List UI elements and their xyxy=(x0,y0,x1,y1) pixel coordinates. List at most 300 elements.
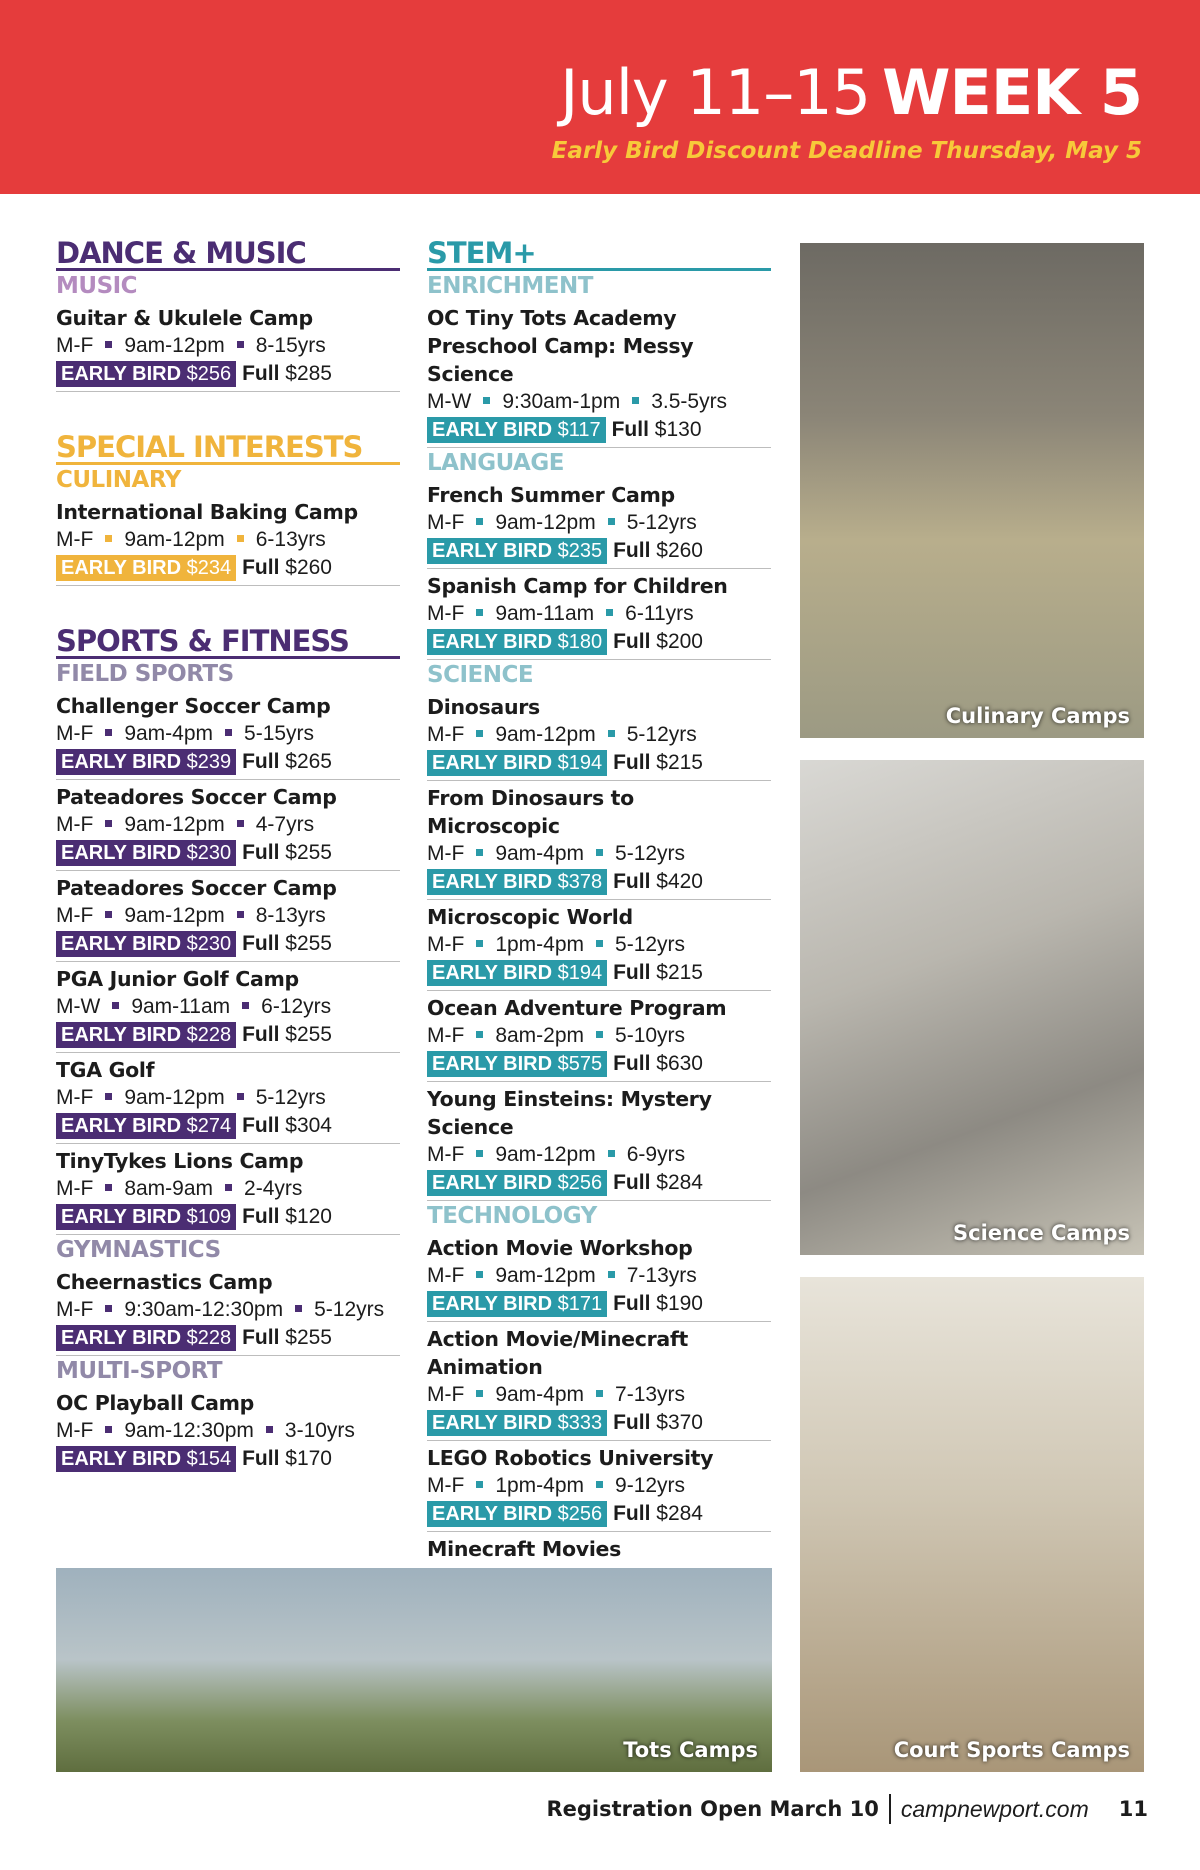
early-bird-badge xyxy=(56,1446,236,1472)
early-bird-price: $230 xyxy=(186,842,232,864)
camp-name: TinyTykes Lions Camp xyxy=(56,1149,304,1173)
bullet-square-icon xyxy=(105,820,112,827)
subcategory-music: MUSIC xyxy=(56,273,138,299)
bullet-square-icon xyxy=(596,940,603,947)
full-price xyxy=(613,1411,703,1434)
camp-schedule xyxy=(56,1296,400,1324)
camp-schedule xyxy=(56,720,400,748)
page-footer xyxy=(546,1794,1148,1824)
bullet-square-icon xyxy=(596,1390,603,1397)
subcategory-science: SCIENCE xyxy=(427,662,534,688)
early-bird-price: $256 xyxy=(557,1503,603,1525)
bullet-square-icon xyxy=(596,1481,603,1488)
camp-name: Challenger Soccer Camp xyxy=(56,694,331,718)
camp-schedule xyxy=(56,811,400,839)
full-price-value: $255 xyxy=(285,932,332,955)
middle-column xyxy=(427,238,771,1662)
camp-name: TGA Golf xyxy=(56,1058,155,1082)
photo-caption: Court Sports Camps xyxy=(893,1738,1130,1762)
camp-name: Minecraft Movies xyxy=(427,1537,622,1561)
bullet-square-icon xyxy=(483,397,490,404)
camp-days: M-F xyxy=(56,528,94,551)
camp-ages: 7-13yrs xyxy=(615,1383,686,1406)
camp-price xyxy=(427,1169,771,1197)
camp-name: PGA Junior Golf Camp xyxy=(56,967,299,991)
camp-schedule xyxy=(56,1084,400,1112)
page-header xyxy=(0,0,1200,194)
bullet-square-icon xyxy=(237,535,244,542)
bullet-square-icon xyxy=(242,1002,249,1009)
camp-schedule xyxy=(427,509,771,537)
camp-time: 9am-12:30pm xyxy=(124,1419,254,1442)
camp-price xyxy=(427,749,771,777)
full-label: Full xyxy=(242,1023,280,1046)
camp-price xyxy=(427,628,771,656)
camp-entry xyxy=(427,478,771,569)
camp-schedule xyxy=(56,332,400,360)
bullet-square-icon xyxy=(105,1305,112,1312)
camp-ages: 5-10yrs xyxy=(615,1024,686,1047)
camp-price xyxy=(56,554,400,582)
full-label: Full xyxy=(242,750,280,773)
camp-schedule xyxy=(56,1417,400,1445)
camp-days: M-F xyxy=(427,723,465,746)
bullet-square-icon xyxy=(237,341,244,348)
early-bird-badge xyxy=(427,869,607,895)
early-bird-price: $256 xyxy=(186,363,232,385)
camp-schedule xyxy=(56,902,400,930)
bullet-square-icon xyxy=(476,730,483,737)
early-bird-badge xyxy=(427,417,606,443)
early-bird-label: EARLY BIRD xyxy=(432,1053,553,1075)
camp-entry xyxy=(56,301,400,392)
camp-time: 9:30am-12:30pm xyxy=(124,1298,284,1321)
full-price-value: $420 xyxy=(656,870,703,893)
bullet-square-icon xyxy=(606,609,613,616)
subcategory-enrichment: ENRICHMENT xyxy=(427,273,593,299)
bullet-square-icon xyxy=(225,729,232,736)
camp-schedule xyxy=(427,600,771,628)
camp-entry xyxy=(427,690,771,781)
early-bird-badge xyxy=(56,840,236,866)
camp-time: 9am-12pm xyxy=(495,1264,596,1287)
full-price xyxy=(242,1205,332,1228)
bullet-square-icon xyxy=(476,1150,483,1157)
camp-days: M-F xyxy=(427,1474,465,1497)
camp-name: Ocean Adventure Program xyxy=(427,996,727,1020)
camp-time: 9am-4pm xyxy=(495,1383,585,1406)
camp-name: Cheernastics Camp xyxy=(56,1270,273,1294)
bullet-square-icon xyxy=(476,518,483,525)
bullet-square-icon xyxy=(295,1305,302,1312)
full-price xyxy=(242,841,332,864)
early-bird-badge xyxy=(427,538,607,564)
camp-time: 9am-11am xyxy=(131,995,231,1018)
bullet-square-icon xyxy=(476,1481,483,1488)
camp-price xyxy=(56,1445,400,1473)
camp-time: 9am-12pm xyxy=(495,511,596,534)
camp-price xyxy=(427,1050,771,1078)
camp-name: Dinosaurs xyxy=(427,695,540,719)
camp-days: M-F xyxy=(427,1383,465,1406)
camp-name: International Baking Camp xyxy=(56,500,358,524)
camp-entry xyxy=(56,962,400,1053)
camp-entry xyxy=(56,780,400,871)
camp-schedule xyxy=(427,388,771,416)
full-price xyxy=(242,362,332,385)
camp-time: 9am-11am xyxy=(495,602,595,625)
early-bird-label: EARLY BIRD xyxy=(61,1024,182,1046)
camp-price xyxy=(427,868,771,896)
camp-time: 9am-4pm xyxy=(495,842,585,865)
camp-name: From Dinosaurs to Microscopic xyxy=(427,786,634,838)
camp-schedule xyxy=(427,721,771,749)
early-bird-badge xyxy=(56,1113,236,1139)
camp-days: M-W xyxy=(427,390,472,413)
camp-ages: 3.5-5yrs xyxy=(651,390,728,413)
camp-schedule xyxy=(427,1141,771,1169)
camp-name: Pateadores Soccer Camp xyxy=(56,876,337,900)
camp-schedule xyxy=(56,993,400,1021)
full-price xyxy=(612,418,702,441)
early-bird-price: $117 xyxy=(557,419,601,441)
full-price xyxy=(613,961,703,984)
left-column xyxy=(56,238,400,1516)
full-label: Full xyxy=(613,870,651,893)
early-bird-label: EARLY BIRD xyxy=(432,540,553,562)
early-bird-label: EARLY BIRD xyxy=(61,842,182,864)
camp-ages: 5-12yrs xyxy=(626,511,697,534)
early-bird-label: EARLY BIRD xyxy=(61,557,182,579)
camp-time: 9am-12pm xyxy=(124,813,225,836)
camp-time: 9am-12pm xyxy=(124,334,225,357)
early-bird-badge xyxy=(427,750,607,776)
subcategory-multi-sport: MULTI-SPORT xyxy=(56,1358,223,1384)
early-bird-price: $180 xyxy=(557,631,603,653)
culinary-camps-photo xyxy=(800,243,1144,738)
full-label: Full xyxy=(242,556,280,579)
bullet-square-icon xyxy=(476,1031,483,1038)
camp-price xyxy=(56,1203,400,1231)
camp-name: Action Movie/Minecraft Animation xyxy=(427,1327,689,1379)
subcategory-language: LANGUAGE xyxy=(427,450,564,476)
camp-name: Pateadores Soccer Camp xyxy=(56,785,337,809)
early-bird-label: EARLY BIRD xyxy=(61,1115,182,1137)
full-price-value: $370 xyxy=(656,1411,703,1434)
early-bird-price: $575 xyxy=(557,1053,603,1075)
camp-price xyxy=(56,360,400,388)
camp-days: M-F xyxy=(427,602,465,625)
bullet-square-icon xyxy=(225,1184,232,1191)
camp-list xyxy=(427,478,771,660)
full-label: Full xyxy=(613,630,651,653)
bullet-square-icon xyxy=(237,1093,244,1100)
camp-time: 8am-9am xyxy=(124,1177,214,1200)
bullet-square-icon xyxy=(105,729,112,736)
camp-ages: 4-7yrs xyxy=(255,813,315,836)
full-label: Full xyxy=(242,1447,280,1470)
bullet-square-icon xyxy=(608,730,615,737)
week-dates: July 11–15 xyxy=(560,56,871,129)
early-bird-label: EARLY BIRD xyxy=(432,1293,553,1315)
camp-ages: 3-10yrs xyxy=(284,1419,355,1442)
camp-name: Spanish Camp for Children xyxy=(427,574,728,598)
early-bird-badge xyxy=(427,1501,607,1527)
camp-entry xyxy=(427,1322,771,1441)
camp-ages: 5-12yrs xyxy=(615,933,686,956)
full-label: Full xyxy=(242,362,280,385)
camp-ages: 6-11yrs xyxy=(625,602,694,625)
full-label: Full xyxy=(613,1171,651,1194)
early-bird-badge xyxy=(427,1410,607,1436)
subcategory-gymnastics: GYMNASTICS xyxy=(56,1237,221,1263)
section-title: SPORTS & FITNESS xyxy=(56,626,400,659)
dance-music-section xyxy=(56,238,400,392)
early-bird-price: $274 xyxy=(186,1115,232,1137)
camp-days: M-F xyxy=(56,1298,94,1321)
early-bird-badge xyxy=(56,1325,236,1351)
early-bird-badge xyxy=(427,1170,607,1196)
section-title: SPECIAL INTERESTS xyxy=(56,432,400,465)
camp-entry xyxy=(56,495,400,586)
website-link[interactable]: campnewport.com xyxy=(900,1795,1089,1822)
camp-time: 9am-12pm xyxy=(124,904,225,927)
full-price-value: $255 xyxy=(285,1023,332,1046)
full-price xyxy=(613,630,703,653)
camp-list xyxy=(427,1231,771,1622)
week-title xyxy=(560,56,1142,129)
full-label: Full xyxy=(613,1052,651,1075)
full-price-value: $170 xyxy=(285,1447,332,1470)
bullet-square-icon xyxy=(608,518,615,525)
camp-price xyxy=(56,930,400,958)
early-bird-badge xyxy=(56,1022,236,1048)
full-price-value: $260 xyxy=(656,539,703,562)
photo-caption: Culinary Camps xyxy=(945,704,1130,728)
full-price xyxy=(242,1326,332,1349)
registration-open: Registration Open March 10 xyxy=(546,1797,879,1821)
photo-caption: Science Camps xyxy=(953,1221,1130,1245)
early-bird-badge xyxy=(56,1204,236,1230)
early-bird-price: $234 xyxy=(186,557,232,579)
early-bird-badge xyxy=(56,361,236,387)
full-price xyxy=(242,1023,332,1046)
camp-ages: 2-4yrs xyxy=(244,1177,303,1200)
camp-ages: 8-15yrs xyxy=(255,334,326,357)
early-bird-label: EARLY BIRD xyxy=(61,1327,182,1349)
camp-price xyxy=(427,1290,771,1318)
camp-schedule xyxy=(427,1262,771,1290)
camp-name: French Summer Camp xyxy=(427,483,675,507)
camp-list xyxy=(56,689,400,1235)
camp-entry xyxy=(427,1231,771,1322)
full-price xyxy=(242,932,332,955)
camp-time: 1pm-4pm xyxy=(495,1474,585,1497)
camp-days: M-F xyxy=(56,1086,94,1109)
full-price xyxy=(613,1052,703,1075)
early-bird-label: EARLY BIRD xyxy=(61,751,182,773)
early-bird-label: EARLY BIRD xyxy=(61,933,182,955)
subcategory-technology: TECHNOLOGY xyxy=(427,1203,597,1229)
full-price xyxy=(613,870,703,893)
camp-time: 9am-4pm xyxy=(124,722,214,745)
full-price-value: $284 xyxy=(656,1502,703,1525)
bullet-square-icon xyxy=(476,1390,483,1397)
early-bird-price: $239 xyxy=(186,751,232,773)
camp-days: M-F xyxy=(427,933,465,956)
camp-entry xyxy=(427,991,771,1082)
camp-schedule xyxy=(56,526,400,554)
camp-entry xyxy=(56,1144,400,1235)
full-price-value: $260 xyxy=(285,556,332,579)
early-bird-badge xyxy=(427,1291,607,1317)
early-bird-price: $378 xyxy=(557,871,603,893)
camp-name: Young Einsteins: Mystery Science xyxy=(427,1087,712,1139)
early-bird-label: EARLY BIRD xyxy=(432,631,553,653)
full-price xyxy=(613,539,703,562)
full-price-value: $130 xyxy=(654,418,702,441)
camp-schedule xyxy=(56,1175,400,1203)
camp-time: 9:30am-1pm xyxy=(502,390,621,413)
full-label: Full xyxy=(242,1205,280,1228)
full-price xyxy=(613,1502,703,1525)
camp-ages: 9-12yrs xyxy=(615,1474,686,1497)
camp-ages: 6-9yrs xyxy=(626,1143,686,1166)
full-label: Full xyxy=(613,751,651,774)
bullet-square-icon xyxy=(596,1031,603,1038)
camp-price xyxy=(56,748,400,776)
full-price xyxy=(613,1292,703,1315)
bullet-square-icon xyxy=(105,1093,112,1100)
science-camps-photo xyxy=(800,760,1144,1255)
camp-price xyxy=(56,839,400,867)
full-price-value: $304 xyxy=(285,1114,332,1137)
early-bird-badge xyxy=(427,629,607,655)
camp-entry xyxy=(427,900,771,991)
camp-days: M-F xyxy=(56,904,94,927)
full-price-value: $630 xyxy=(656,1052,703,1075)
early-bird-price: $228 xyxy=(186,1024,232,1046)
camp-time: 9am-12pm xyxy=(124,528,225,551)
camp-days: M-F xyxy=(56,1419,94,1442)
bullet-square-icon xyxy=(608,1271,615,1278)
bullet-square-icon xyxy=(608,1150,615,1157)
section-title: STEM+ xyxy=(427,238,771,271)
early-bird-badge xyxy=(56,555,236,581)
full-price-value: $120 xyxy=(285,1205,332,1228)
camp-entry xyxy=(427,1082,771,1201)
camp-ages: 8-13yrs xyxy=(255,904,326,927)
camp-entry xyxy=(427,781,771,900)
camp-list xyxy=(56,495,400,586)
early-bird-price: $235 xyxy=(557,540,603,562)
full-price-value: $215 xyxy=(656,961,703,984)
camp-time: 9am-12pm xyxy=(495,1143,596,1166)
early-bird-label: EARLY BIRD xyxy=(432,1412,553,1434)
bullet-square-icon xyxy=(237,911,244,918)
full-label: Full xyxy=(613,539,651,562)
early-bird-label: EARLY BIRD xyxy=(432,419,553,441)
page-number: 11 xyxy=(1118,1797,1148,1821)
camp-days: M-F xyxy=(427,1264,465,1287)
bullet-square-icon xyxy=(476,940,483,947)
early-bird-price: $228 xyxy=(186,1327,232,1349)
full-price xyxy=(613,751,703,774)
early-bird-badge xyxy=(56,931,236,957)
camp-name: Guitar & Ukulele Camp xyxy=(56,306,313,330)
camp-days: M-F xyxy=(427,1143,465,1166)
early-bird-price: $194 xyxy=(557,752,603,774)
full-label: Full xyxy=(613,1411,651,1434)
bullet-square-icon xyxy=(237,820,244,827)
camp-entry xyxy=(56,1053,400,1144)
camp-days: M-F xyxy=(56,1177,94,1200)
bullet-square-icon xyxy=(105,341,112,348)
full-price xyxy=(242,556,332,579)
camp-ages: 5-12yrs xyxy=(615,842,686,865)
camp-name: OC Tiny Tots Academy Preschool Camp: Messy Science xyxy=(427,306,694,386)
full-price-value: $190 xyxy=(656,1292,703,1315)
camp-name: Microscopic World xyxy=(427,905,633,929)
early-bird-label: EARLY BIRD xyxy=(432,871,553,893)
full-label: Full xyxy=(611,418,649,441)
camp-days: M-F xyxy=(427,842,465,865)
camp-price xyxy=(56,1021,400,1049)
full-label: Full xyxy=(613,1502,651,1525)
camp-schedule xyxy=(427,1022,771,1050)
camp-price xyxy=(427,959,771,987)
camp-price xyxy=(56,1324,400,1352)
bullet-square-icon xyxy=(112,1002,119,1009)
camp-entry xyxy=(56,689,400,780)
camp-days: M-F xyxy=(56,722,94,745)
camp-schedule xyxy=(427,840,771,868)
camp-entry xyxy=(56,1265,400,1356)
camp-schedule xyxy=(427,1472,771,1500)
full-label: Full xyxy=(242,932,280,955)
camp-list xyxy=(427,690,771,1201)
camp-days: M-W xyxy=(56,995,101,1018)
camp-entry xyxy=(427,569,771,660)
bullet-square-icon xyxy=(476,849,483,856)
bullet-square-icon xyxy=(105,911,112,918)
early-bird-price: $171 xyxy=(557,1293,603,1315)
section-title: DANCE & MUSIC xyxy=(56,238,400,271)
early-bird-label: EARLY BIRD xyxy=(61,1448,182,1470)
bullet-square-icon xyxy=(476,609,483,616)
full-price xyxy=(242,1114,332,1137)
bullet-square-icon xyxy=(632,397,639,404)
subcategory-culinary: CULINARY xyxy=(56,467,181,493)
full-price-value: $200 xyxy=(656,630,703,653)
camp-list xyxy=(427,301,771,448)
bullet-square-icon xyxy=(266,1426,273,1433)
camp-ages: 5-15yrs xyxy=(244,722,315,745)
camp-time: 8am-2pm xyxy=(495,1024,585,1047)
camp-days: M-F xyxy=(56,334,94,357)
bullet-square-icon xyxy=(105,1426,112,1433)
camp-name: OC Playball Camp xyxy=(56,1391,255,1415)
camp-days: M-F xyxy=(427,1024,465,1047)
camp-entry xyxy=(427,301,771,448)
full-label: Full xyxy=(613,1292,651,1315)
camp-price xyxy=(427,416,771,444)
camp-ages: 5-12yrs xyxy=(314,1298,385,1321)
camp-list xyxy=(56,301,400,392)
bullet-square-icon xyxy=(105,1184,112,1191)
camp-time: 9am-12pm xyxy=(495,723,596,746)
special-interests-section xyxy=(56,432,400,586)
